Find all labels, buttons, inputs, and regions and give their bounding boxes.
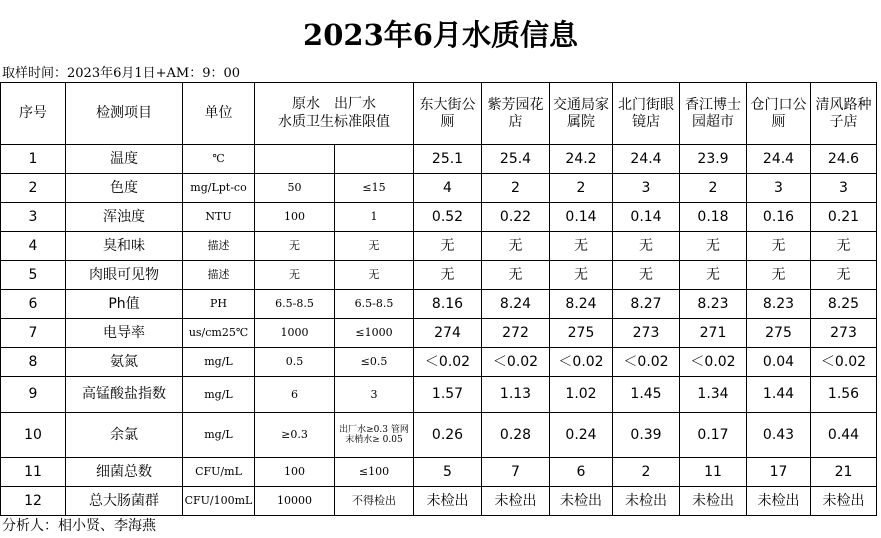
row-item: 浑浊度 xyxy=(66,203,183,232)
row-site-value: 0.24 xyxy=(550,413,613,458)
table-row xyxy=(1,413,877,458)
page-title: 2023年6月水质信息 xyxy=(303,17,578,52)
row-site-value: 271 xyxy=(680,319,747,348)
row-site-value: 1.44 xyxy=(747,377,811,413)
row-item: 温度 xyxy=(66,145,183,174)
row-site-value: 24.4 xyxy=(747,145,811,174)
table-row xyxy=(1,232,877,261)
row-plant-standard: 无 xyxy=(335,232,414,261)
row-site-value: 6 xyxy=(550,458,613,487)
row-site-value: 272 xyxy=(482,319,550,348)
row-site-value: 3 xyxy=(747,174,811,203)
row-plant-standard xyxy=(335,145,414,174)
row-site-value: 275 xyxy=(550,319,613,348)
row-unit: mg/L xyxy=(183,348,255,377)
row-site-value: 8.23 xyxy=(680,290,747,319)
row-unit: mg/Lpt-co xyxy=(183,174,255,203)
row-site-value: ＜0.02 xyxy=(414,348,482,377)
row-site-value: 273 xyxy=(613,319,680,348)
row-item: 余氯 xyxy=(66,413,183,458)
row-site-value: 8.24 xyxy=(550,290,613,319)
table-row xyxy=(1,203,877,232)
header-unit: 单位 xyxy=(183,83,255,145)
row-site-value: 24.4 xyxy=(613,145,680,174)
row-raw-standard xyxy=(255,145,335,174)
row-site-value: 无 xyxy=(811,261,877,290)
header-seq: 序号 xyxy=(1,83,66,145)
header-item: 检测项目 xyxy=(66,83,183,145)
header-site: 紫芳园花店 xyxy=(482,83,550,145)
row-site-value: 1.45 xyxy=(613,377,680,413)
row-plant-standard: 无 xyxy=(335,261,414,290)
row-site-value: 0.14 xyxy=(613,203,680,232)
row-site-value: 0.22 xyxy=(482,203,550,232)
row-seq: 12 xyxy=(1,487,66,516)
header-site: 东大街公厕 xyxy=(414,83,482,145)
row-site-value: 无 xyxy=(550,261,613,290)
row-raw-standard: 0.5 xyxy=(255,348,335,377)
analyst: 分析人：相小贤、李海燕 xyxy=(2,518,156,534)
row-site-value: ＜0.02 xyxy=(613,348,680,377)
water-quality-table xyxy=(0,82,877,516)
row-item: 总大肠菌群 xyxy=(66,487,183,516)
row-seq: 8 xyxy=(1,348,66,377)
row-unit: mg/L xyxy=(183,377,255,413)
row-site-value: 2 xyxy=(550,174,613,203)
row-site-value: 未检出 xyxy=(550,487,613,516)
header-site: 香江博士园超市 xyxy=(680,83,747,145)
row-site-value: 无 xyxy=(680,232,747,261)
row-item: 细菌总数 xyxy=(66,458,183,487)
row-site-value: 0.18 xyxy=(680,203,747,232)
row-item: 高锰酸盐指数 xyxy=(66,377,183,413)
row-site-value: 无 xyxy=(613,232,680,261)
row-item: 氨氮 xyxy=(66,348,183,377)
row-plant-standard: 6.5-8.5 xyxy=(335,290,414,319)
row-site-value: 21 xyxy=(811,458,877,487)
row-raw-standard: 1000 xyxy=(255,319,335,348)
header-row xyxy=(1,83,877,145)
row-seq: 4 xyxy=(1,232,66,261)
row-site-value: 未检出 xyxy=(747,487,811,516)
row-seq: 3 xyxy=(1,203,66,232)
row-site-value: 无 xyxy=(613,261,680,290)
row-raw-standard: 6 xyxy=(255,377,335,413)
row-site-value: 1.57 xyxy=(414,377,482,413)
row-item: 肉眼可见物 xyxy=(66,261,183,290)
row-site-value: 0.28 xyxy=(482,413,550,458)
row-item: 臭和味 xyxy=(66,232,183,261)
row-site-value: 未检出 xyxy=(613,487,680,516)
row-site-value: 2 xyxy=(680,174,747,203)
row-raw-standard: 50 xyxy=(255,174,335,203)
row-site-value: 未检出 xyxy=(811,487,877,516)
row-site-value: 17 xyxy=(747,458,811,487)
row-item: 电导率 xyxy=(66,319,183,348)
row-site-value: 0.04 xyxy=(747,348,811,377)
row-site-value: 25.1 xyxy=(414,145,482,174)
row-raw-standard: ≥0.3 xyxy=(255,413,335,458)
row-site-value: 5 xyxy=(414,458,482,487)
row-seq: 7 xyxy=(1,319,66,348)
row-unit: 描述 xyxy=(183,232,255,261)
row-site-value: 8.24 xyxy=(482,290,550,319)
row-seq: 9 xyxy=(1,377,66,413)
row-site-value: ＜0.02 xyxy=(811,348,877,377)
row-seq: 10 xyxy=(1,413,66,458)
table-row xyxy=(1,261,877,290)
row-site-value: 无 xyxy=(414,261,482,290)
row-site-value: 0.52 xyxy=(414,203,482,232)
row-site-value: 7 xyxy=(482,458,550,487)
row-site-value: 0.39 xyxy=(613,413,680,458)
row-site-value: 3 xyxy=(811,174,877,203)
row-plant-standard: ≤15 xyxy=(335,174,414,203)
row-site-value: 无 xyxy=(811,232,877,261)
row-site-value: 8.23 xyxy=(747,290,811,319)
table-row xyxy=(1,377,877,413)
row-site-value: 274 xyxy=(414,319,482,348)
row-site-value: 0.17 xyxy=(680,413,747,458)
row-unit: ℃ xyxy=(183,145,255,174)
sample-time: 取样时间：2023年6月1日+AM：9：00 xyxy=(2,66,241,81)
row-seq: 1 xyxy=(1,145,66,174)
row-site-value: 未检出 xyxy=(482,487,550,516)
row-plant-standard: ≤100 xyxy=(335,458,414,487)
row-site-value: 8.27 xyxy=(613,290,680,319)
row-site-value: 无 xyxy=(482,232,550,261)
row-unit: 描述 xyxy=(183,261,255,290)
row-site-value: 0.26 xyxy=(414,413,482,458)
row-item: Ph值 xyxy=(66,290,183,319)
row-site-value: 4 xyxy=(414,174,482,203)
row-site-value: 275 xyxy=(747,319,811,348)
table-row xyxy=(1,458,877,487)
row-seq: 2 xyxy=(1,174,66,203)
row-plant-standard: 3 xyxy=(335,377,414,413)
table-row xyxy=(1,290,877,319)
row-site-value: 2 xyxy=(613,458,680,487)
row-unit: CFU/mL xyxy=(183,458,255,487)
row-seq: 11 xyxy=(1,458,66,487)
header-site: 仓门口公厕 xyxy=(747,83,811,145)
row-site-value: 无 xyxy=(414,232,482,261)
row-site-value: 2 xyxy=(482,174,550,203)
row-plant-standard: 1 xyxy=(335,203,414,232)
row-site-value: 0.44 xyxy=(811,413,877,458)
row-raw-standard: 100 xyxy=(255,458,335,487)
row-raw-standard: 无 xyxy=(255,261,335,290)
row-unit: us/cm25℃ xyxy=(183,319,255,348)
row-site-value: 23.9 xyxy=(680,145,747,174)
header-site: 交通局家属院 xyxy=(550,83,613,145)
row-site-value: ＜0.02 xyxy=(550,348,613,377)
row-site-value: 0.14 xyxy=(550,203,613,232)
table-row xyxy=(1,348,877,377)
row-site-value: 0.16 xyxy=(747,203,811,232)
table-row xyxy=(1,145,877,174)
row-plant-standard: 出厂水≥0.3 管网末梢水≥ 0.05 xyxy=(335,413,414,458)
row-unit: PH xyxy=(183,290,255,319)
row-site-value: 无 xyxy=(747,232,811,261)
row-site-value: 0.43 xyxy=(747,413,811,458)
row-seq: 5 xyxy=(1,261,66,290)
row-site-value: 1.56 xyxy=(811,377,877,413)
row-plant-standard: ≤0.5 xyxy=(335,348,414,377)
table-row xyxy=(1,319,877,348)
row-site-value: 0.21 xyxy=(811,203,877,232)
row-raw-standard: 无 xyxy=(255,232,335,261)
row-site-value: 无 xyxy=(747,261,811,290)
row-site-value: ＜0.02 xyxy=(680,348,747,377)
row-site-value: 273 xyxy=(811,319,877,348)
row-site-value: ＜0.02 xyxy=(482,348,550,377)
header-standard: 原水 出厂水 水质卫生标准限值 xyxy=(255,83,414,145)
row-site-value: 25.4 xyxy=(482,145,550,174)
row-site-value: 8.16 xyxy=(414,290,482,319)
row-plant-standard: 不得检出 xyxy=(335,487,414,516)
row-raw-standard: 10000 xyxy=(255,487,335,516)
row-site-value: 11 xyxy=(680,458,747,487)
row-unit: NTU xyxy=(183,203,255,232)
row-site-value: 未检出 xyxy=(680,487,747,516)
row-site-value: 3 xyxy=(613,174,680,203)
row-unit: CFU/100mL xyxy=(183,487,255,516)
row-site-value: 未检出 xyxy=(414,487,482,516)
row-unit: mg/L xyxy=(183,413,255,458)
row-site-value: 8.25 xyxy=(811,290,877,319)
row-raw-standard: 6.5-8.5 xyxy=(255,290,335,319)
row-site-value: 无 xyxy=(680,261,747,290)
row-seq: 6 xyxy=(1,290,66,319)
row-plant-standard: ≤1000 xyxy=(335,319,414,348)
header-site: 北门街眼镜店 xyxy=(613,83,680,145)
table-row xyxy=(1,487,877,516)
table-row xyxy=(1,174,877,203)
header-site: 清风路种子店 xyxy=(811,83,877,145)
row-site-value: 1.34 xyxy=(680,377,747,413)
row-site-value: 无 xyxy=(482,261,550,290)
row-site-value: 无 xyxy=(550,232,613,261)
row-item: 色度 xyxy=(66,174,183,203)
row-raw-standard: 100 xyxy=(255,203,335,232)
row-site-value: 1.13 xyxy=(482,377,550,413)
row-site-value: 1.02 xyxy=(550,377,613,413)
row-site-value: 24.6 xyxy=(811,145,877,174)
row-site-value: 24.2 xyxy=(550,145,613,174)
